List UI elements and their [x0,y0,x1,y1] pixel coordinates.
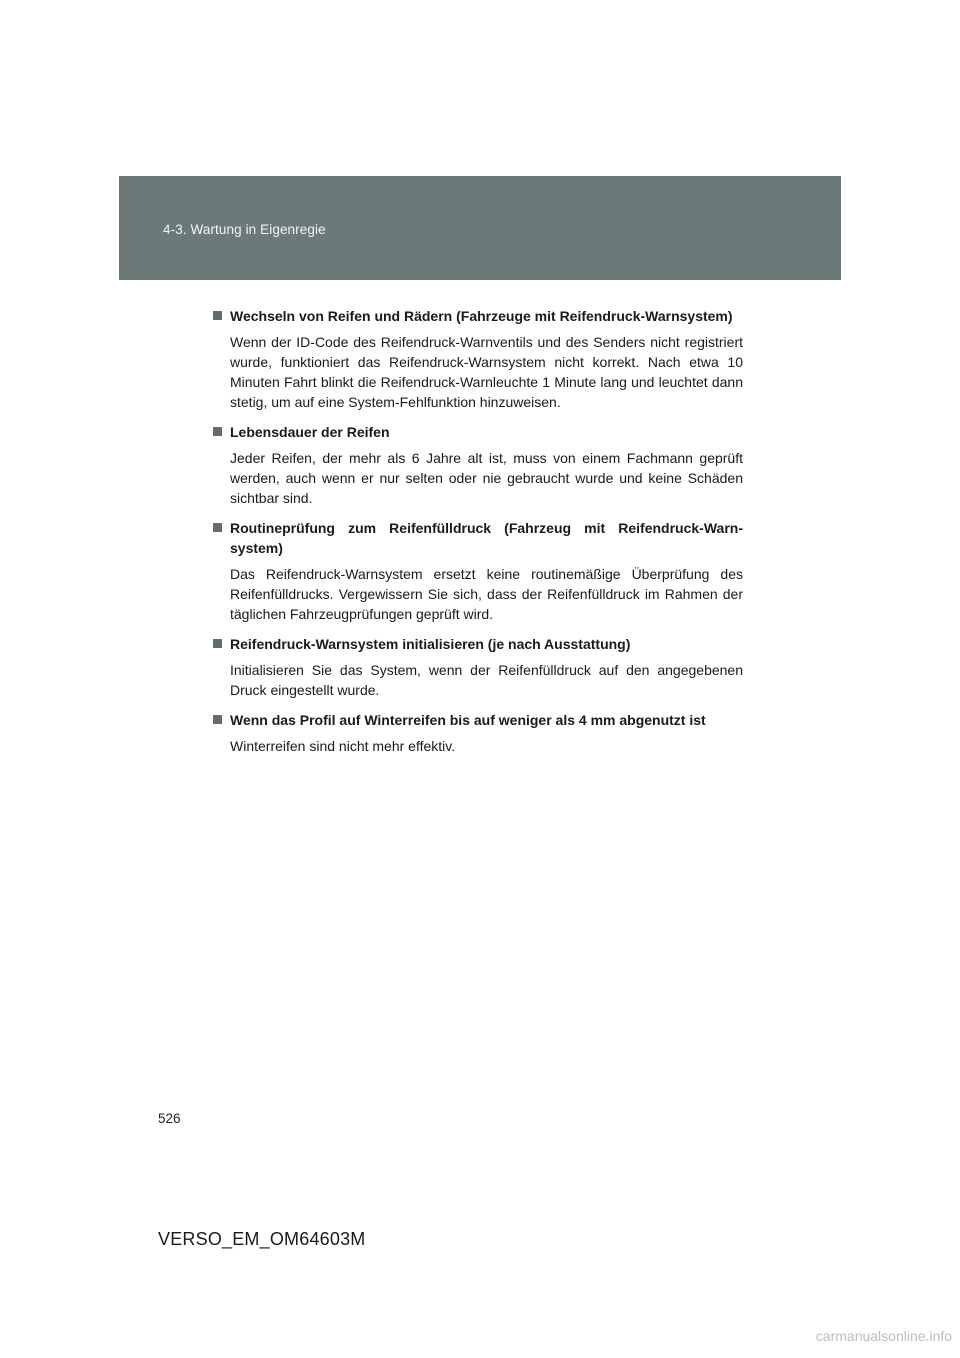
item-title: Lebensdauer der Reifen [230,424,390,440]
list-item [212,422,743,508]
square-bullet-icon [213,523,222,532]
item-title: Routineprüfung zum Reifenfülldruck (Fahrzeug mit Reifendruck-Warnsystem) [230,520,743,556]
item-body: Das Reifendruck-Warnsystem ersetzt keine routinemäßige Überprüfung des Reifenfülldrucks. Vergewissern Sie sich, dass der Reifenfülldruck im Rahmen der täglichen Fahrzeugprüfungen geprüft wird. [230,566,743,622]
page-number: 526 [158,1111,181,1126]
item-heading [212,710,743,730]
content-area [212,306,743,766]
item-title: Reifendruck-Warnsystem initialisieren (je nach Ausstattung) [230,636,631,652]
item-heading [212,518,743,558]
item-heading [212,306,743,326]
item-body: Wenn der ID-Code des Reifendruck-Warnventils und des Senders nicht registriert wurde, funktioniert das Reifendruck-Warnsystem nicht korrekt. Nach etwa 10 Minuten Fahrt blinkt die Reifendruck-Warnleuchte 1 Minute lang und leuchtet dann stetig, um auf eine System-Fehlfunktion hinzuweisen. [230,334,743,410]
item-body: Initialisieren Sie das System, wenn der Reifenfülldruck auf den angegebenen Druck eingestellt wurde. [230,662,743,698]
list-item [212,306,743,412]
section-label: 4-3. Wartung in Eigenregie [163,222,326,237]
document-code: VERSO_EM_OM64603M [158,1229,366,1249]
item-body: Jeder Reifen, der mehr als 6 Jahre alt ist, muss von einem Fachmann geprüft werden, auch wenn er nur selten oder nie gebraucht wurde und keine Schäden sichtbar sind. [230,450,743,506]
square-bullet-icon [213,639,222,648]
list-item [212,518,743,624]
square-bullet-icon [213,715,222,724]
list-item [212,634,743,700]
square-bullet-icon [213,311,222,320]
item-heading [212,634,743,654]
item-heading [212,422,743,442]
watermark-text: carmanualsonline.info [815,1328,952,1344]
item-title: Wechseln von Reifen und Rädern (Fahrzeuge mit Reifendruck-Warnsystem) [230,308,733,324]
item-body: Winterreifen sind nicht mehr effektiv. [230,738,456,754]
list-item [212,710,743,756]
item-title: Wenn das Profil auf Winterreifen bis auf weniger als 4 mm abgenutzt ist [230,712,706,728]
header-band [119,176,841,280]
square-bullet-icon [213,427,222,436]
